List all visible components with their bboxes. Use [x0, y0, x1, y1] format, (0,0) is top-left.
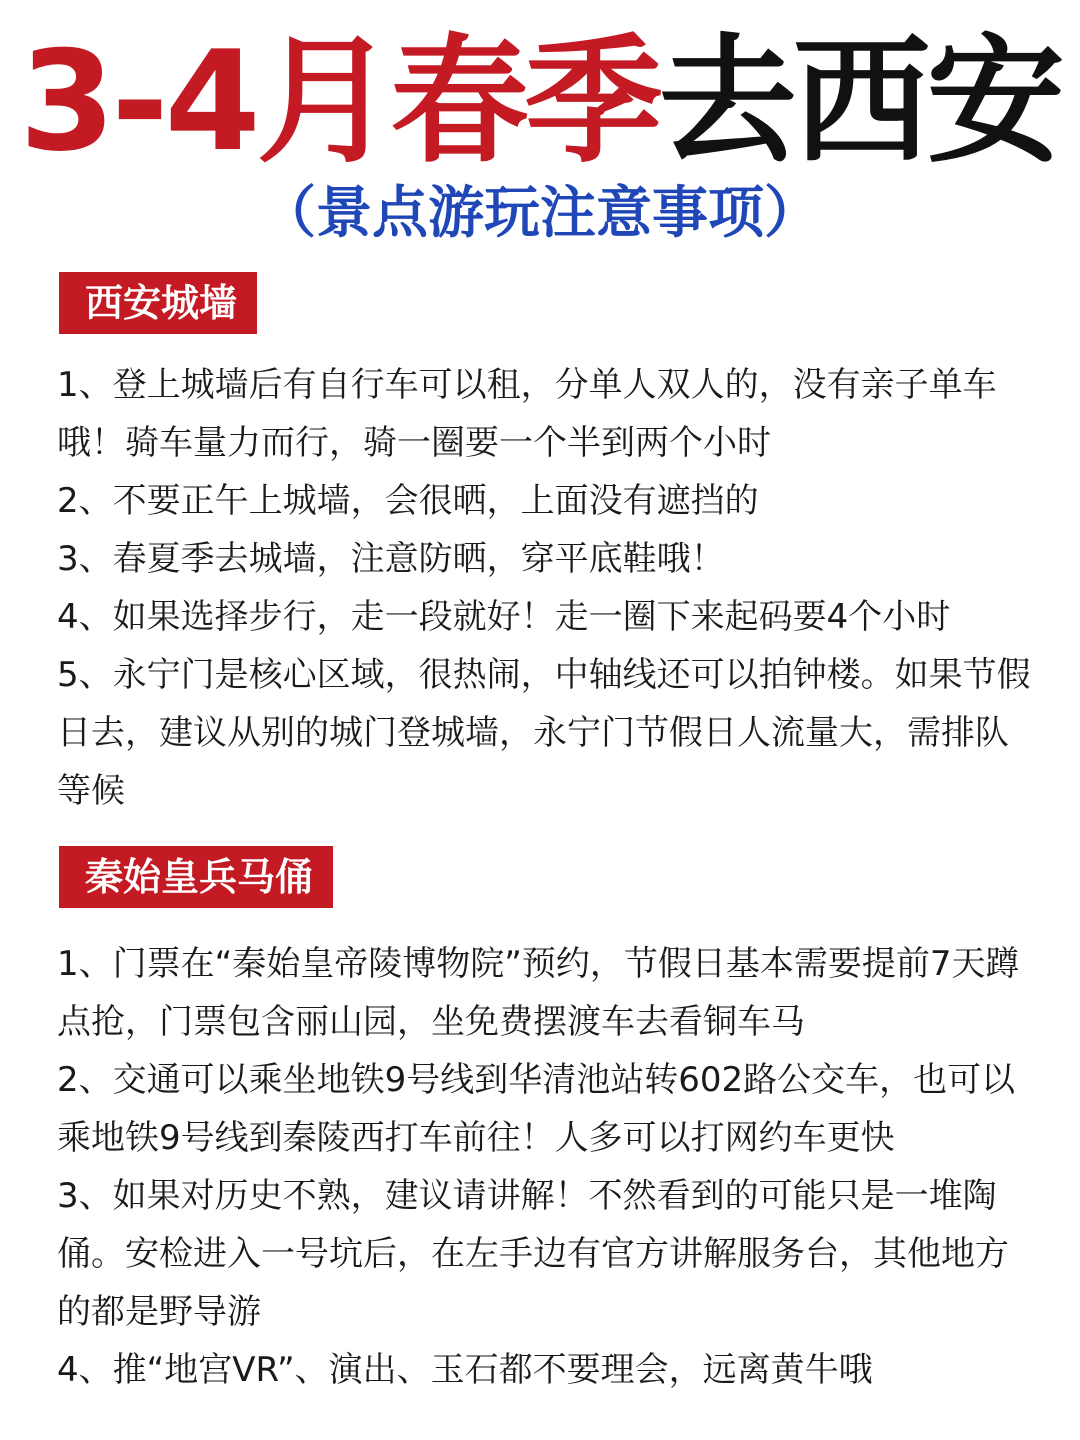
list-item: 3、如果对历史不熟，建议请讲解！不然看到的可能只是一堆陶俑。安检进入一号坑后，在左手边有官方讲解服务台，其他地方的都是野导游 [57, 1176, 1009, 1332]
page-title-red: 3-4月春季 [19, 21, 659, 182]
terracotta-army-tips-list [57, 935, 1042, 1399]
list-item: 1、登上城墙后有自行车可以租，分单人双人的，没有亲子单车哦！骑车量力而行，骑一圈要一个半到两个小时 [57, 365, 997, 463]
list-item: 2、交通可以乘坐地铁9号线到华清池站转602路公交车，也可以乘地铁9号线到秦陵西打车前往！人多可以打网约车更快 [57, 1060, 1016, 1158]
city-wall-tips-list [57, 356, 1042, 820]
section-heading-city-wall: 西安城墙 [59, 272, 257, 334]
list-item: 4、如果选择步行，走一段就好！走一圈下来起码要4个小时 [57, 597, 951, 637]
list-item: 5、永宁门是核心区域，很热闹，中轴线还可以拍钟楼。如果节假日去，建议从别的城门登城墙，永宁门节假日人流量大，需排队等候 [57, 655, 1031, 811]
page-title [0, 22, 1080, 182]
section-heading-terracotta-army: 秦始皇兵马俑 [59, 846, 333, 908]
page-title-black: 去西安 [658, 21, 1061, 182]
list-item: 1、门票在“秦始皇帝陵博物院”预约，节假日基本需要提前7天蹲点抢，门票包含丽山园，坐免费摆渡车去看铜车马 [57, 944, 1020, 1042]
page-subtitle: （景点游玩注意事项） [260, 181, 820, 246]
list-item: 3、春夏季去城墙，注意防晒，穿平底鞋哦！ [57, 539, 725, 579]
list-item: 2、不要正午上城墙，会很晒，上面没有遮挡的 [57, 481, 759, 521]
list-item: 4、推“地宫VR”、演出、玉石都不要理会，远离黄牛哦 [57, 1350, 873, 1390]
